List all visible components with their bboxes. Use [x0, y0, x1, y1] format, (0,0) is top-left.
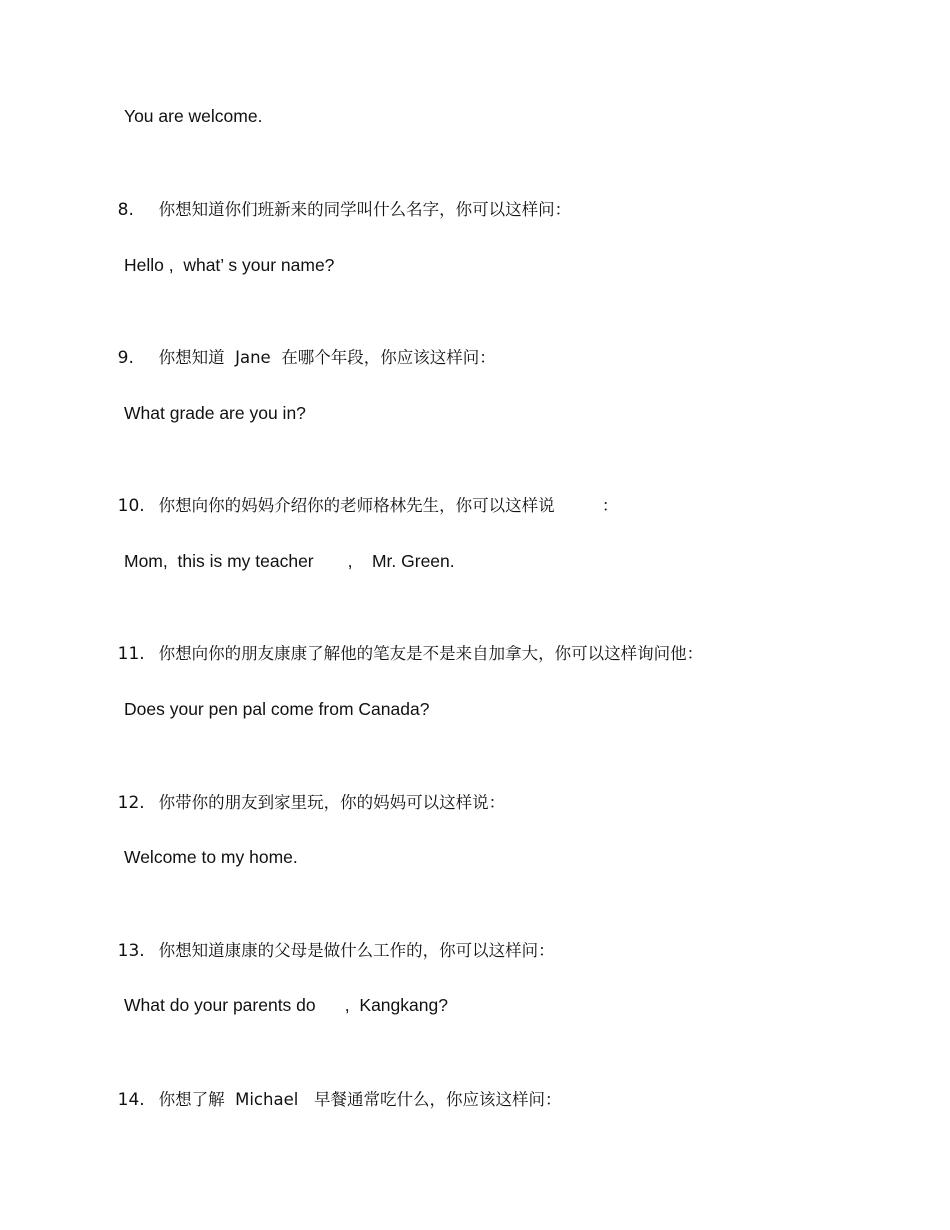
- question-line: [96, 180, 571, 240]
- question-number: 8.: [117, 200, 134, 220]
- question-number: 10.: [117, 496, 145, 516]
- answer-line: Does your pen pal come from Canada?: [124, 699, 430, 719]
- question-number: 9.: [117, 348, 134, 368]
- answer-line: What grade are you in?: [124, 403, 306, 423]
- question-text: 你想知道你们班新来的同学叫什么名字，你可以这样问：: [158, 200, 572, 219]
- question-text: 你想知道康康的父母是做什么工作的，你可以这样问：: [158, 941, 555, 960]
- question-text: 你想了解 Michael 早餐通常吃什么，你应该这样问：: [158, 1090, 562, 1109]
- answer-line: Welcome to my home.: [124, 847, 298, 867]
- question-line: [96, 1070, 562, 1130]
- question-number: 11.: [117, 644, 145, 664]
- question-text: 你想向你的朋友康康了解他的笔友是不是来自加拿大，你可以这样询问他：: [158, 644, 704, 663]
- question-text: 你想向你的妈妈介绍你的老师格林先生，你可以这样说 ：: [158, 496, 619, 515]
- question-line: [96, 328, 496, 388]
- question-line: [96, 624, 703, 684]
- question-line: [96, 773, 505, 833]
- question-number: 14.: [117, 1090, 145, 1110]
- answer-line: What do your parents do , Kangkang?: [124, 995, 448, 1015]
- question-line: [96, 476, 618, 536]
- question-number: 13.: [117, 941, 145, 961]
- question-text: 你带你的朋友到家里玩，你的妈妈可以这样说：: [158, 793, 506, 812]
- question-line: [96, 921, 555, 981]
- question-text: 你想知道 Jane 在哪个年段，你应该这样问：: [158, 348, 496, 367]
- answer-line: You are welcome.: [124, 106, 263, 126]
- answer-line: Mom, this is my teacher , Mr. Green.: [124, 551, 455, 571]
- answer-line: Hello , what’ s your name?: [124, 255, 335, 275]
- question-number: 12.: [117, 793, 145, 813]
